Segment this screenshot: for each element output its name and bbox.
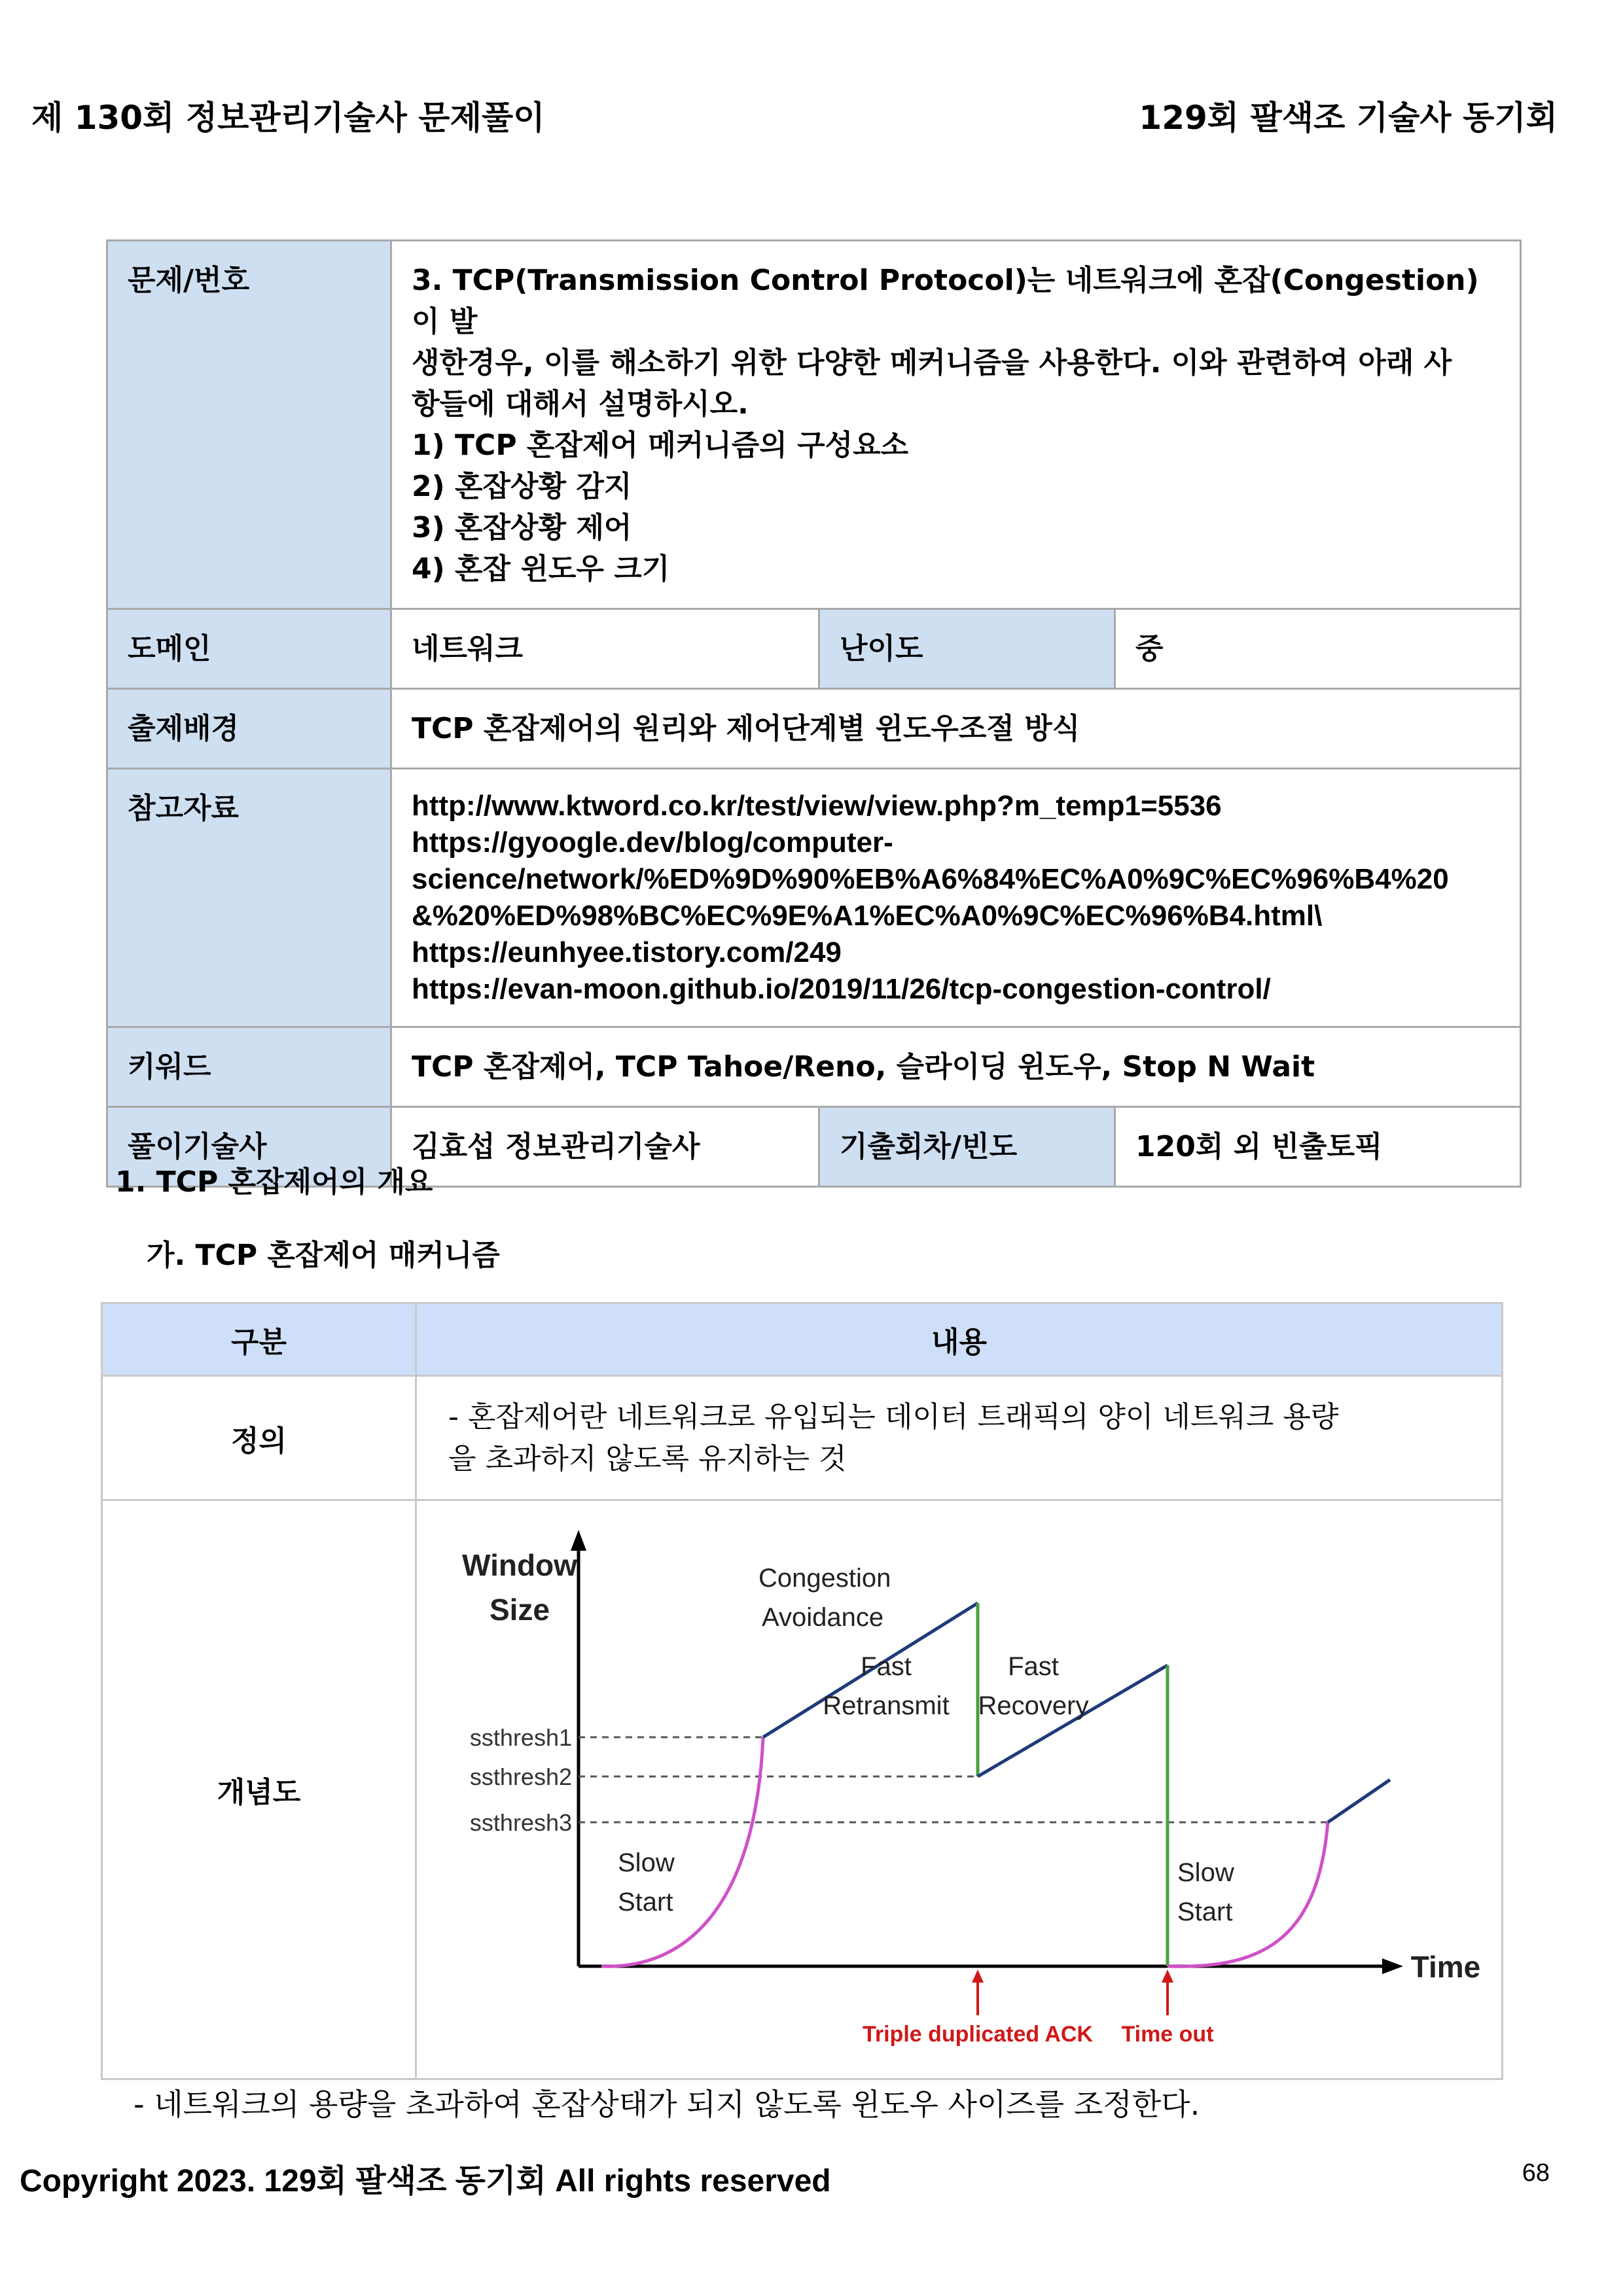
definition-label: 정의 (102, 1376, 416, 1500)
diagram-cell (416, 1500, 1503, 2079)
slow-start-curve-right (1168, 1822, 1328, 1966)
col-header-content: 내용 (416, 1303, 1503, 1376)
reference-link[interactable]: http://www.ktword.co.kr/test/view/view.php?m_temp1=5536 (412, 790, 1222, 822)
question-line: 생한경우, 이를 해소하기 위한 다양한 메커니즘을 사용한다. 이와 관련하여 아래 사 (412, 346, 1452, 380)
diagram-row (102, 1500, 1503, 2079)
ssthresh1-label: ssthresh1 (469, 1724, 572, 1751)
question-line: 3. TCP(Transmission Control Protocol)는 네트워크에 혼잡(Congestion)이 발 (412, 264, 1479, 338)
question-info-table (106, 239, 1522, 1188)
fast-retransmit-label-2: Retransmit (823, 1691, 950, 1720)
question-row (107, 241, 1521, 609)
definition-text (416, 1376, 1503, 1500)
keyword-value: TCP 혼잡제어, TCP Tahoe/Reno, 슬라이딩 윈도우, Stop N Wait (391, 1027, 1521, 1107)
y-axis-label-line2: Size (489, 1593, 550, 1627)
slow-start-right-label-2: Start (1177, 1898, 1233, 1926)
y-axis-label-line1: Window (462, 1548, 577, 1582)
x-axis-label: Time (1410, 1950, 1481, 1984)
slow-start-left-label-1: Slow (618, 1848, 675, 1877)
summary-note: - 네트워크의 용량을 초과하여 혼잡상태가 되지 않도록 윈도우 사이즈를 조정한다. (134, 2087, 1200, 2122)
slow-start-right-label-1: Slow (1177, 1858, 1234, 1887)
reference-links (391, 769, 1521, 1027)
diagram-label: 개념도 (102, 1500, 416, 2079)
fast-recovery-line (978, 1665, 1168, 1776)
slow-start-left-label-2: Start (618, 1888, 673, 1916)
background-label: 출제배경 (107, 689, 391, 769)
author-label: 풀이기술사 (107, 1107, 391, 1187)
header-right-title: 129회 팔색조 기술사 동기회 (1139, 99, 1558, 137)
congestion-avoidance-line-2 (1328, 1780, 1390, 1822)
question-line: 3) 혼잡상황 제어 (412, 511, 632, 544)
header-left-title: 제 130회 정보관리기술사 문제풀이 (31, 99, 545, 137)
difficulty-label: 난이도 (819, 609, 1115, 689)
reference-link[interactable]: https://gyoogle.dev/blog/computer- (412, 826, 893, 858)
fast-recovery-label-1: Fast (1008, 1652, 1059, 1681)
mechanism-table (101, 1302, 1503, 2080)
timeout-arrow-icon (1162, 1969, 1173, 1983)
congestion-avoidance-label-1: Congestion (758, 1564, 891, 1593)
reference-label: 참고자료 (107, 769, 391, 1027)
question-line: 2) 혼잡상황 감지 (412, 470, 632, 503)
triple-ack-label: Triple duplicated ACK (862, 2022, 1094, 2047)
definition-row (102, 1376, 1503, 1500)
col-header-category: 구분 (102, 1303, 416, 1376)
reference-link[interactable]: https://evan-moon.github.io/2019/11/26/tcp-congestion-control/ (412, 973, 1271, 1005)
domain-row (107, 609, 1521, 689)
reference-link[interactable]: science/network/%ED%9D%90%EB%A6%84%EC%A0%9C%EC%96%B4%20 (412, 863, 1449, 895)
reference-link[interactable]: https://eunhyee.tistory.com/249 (412, 936, 842, 968)
question-line: 항들에 대해서 설명하시오. (412, 387, 749, 421)
page-number: 68 (1522, 2159, 1550, 2187)
keyword-row (107, 1027, 1521, 1107)
fast-retransmit-label-1: Fast (861, 1652, 912, 1681)
question-line: 1) TCP 혼잡제어 메커니즘의 구성요소 (412, 429, 909, 462)
ssthresh3-label: ssthresh3 (469, 1809, 572, 1836)
frequency-value: 120회 외 빈출토픽 (1115, 1107, 1521, 1187)
definition-line: 을 초과하지 않도록 유지하는 것 (448, 1441, 847, 1475)
background-row (107, 689, 1521, 769)
ssthresh2-label: ssthresh2 (469, 1763, 572, 1790)
congestion-avoidance-label-2: Avoidance (762, 1603, 884, 1632)
domain-label: 도메인 (107, 609, 391, 689)
question-label: 문제/번호 (107, 241, 391, 609)
keyword-label: 키워드 (107, 1027, 391, 1107)
definition-line: - 혼잡제어란 네트워크로 유입되는 데이터 트래픽의 양이 네트워크 용량 (448, 1400, 1339, 1434)
question-line: 4) 혼잡 윈도우 크기 (412, 552, 670, 586)
mechanism-header-row (102, 1303, 1503, 1376)
copyright-footer: Copyright 2023. 129회 팔색조 동기회 All rights reserved (20, 2164, 831, 2199)
reference-link[interactable]: &%20%ED%98%BC%EC%9E%A1%EC%A0%9C%EC%96%B4.html\ (412, 900, 1323, 932)
section-heading: 1. TCP 혼잡제어의 개요 (115, 1165, 433, 1199)
background-value: TCP 혼잡제어의 원리와 제어단계별 윈도우조절 방식 (391, 689, 1521, 769)
frequency-label: 기출회차/빈도 (819, 1107, 1115, 1187)
difficulty-value: 중 (1115, 609, 1521, 689)
triple-ack-arrow-icon (972, 1969, 984, 1983)
fast-recovery-label-2: Recovery (978, 1691, 1089, 1720)
x-axis-arrow-icon (1382, 1958, 1403, 1974)
question-text (391, 241, 1521, 609)
timeout-label: Time out (1121, 2022, 1214, 2047)
domain-value: 네트워크 (391, 609, 819, 689)
reference-row (107, 769, 1521, 1027)
subsection-heading: 가. TCP 혼잡제어 매커니즘 (147, 1239, 500, 1272)
congestion-diagram (421, 1518, 1482, 2061)
author-value: 김효섭 정보관리기술사 (391, 1107, 819, 1187)
congestion-window-chart (421, 1518, 1482, 2061)
